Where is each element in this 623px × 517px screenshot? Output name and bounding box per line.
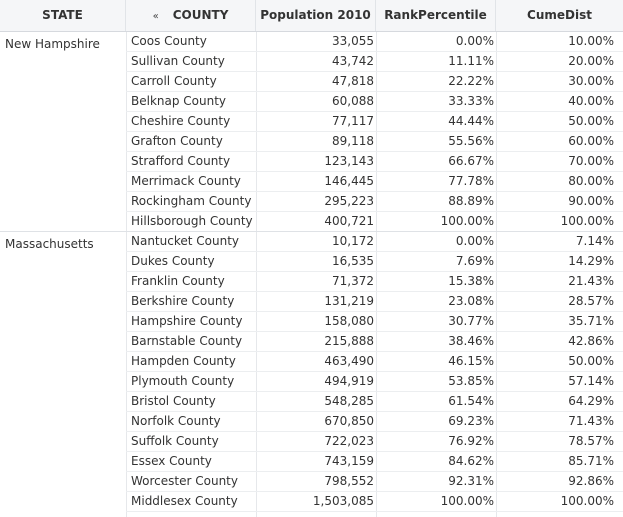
cume-dist-cell[interactable]: 50.00% — [568, 114, 614, 128]
rank-percentile-cell[interactable]: 22.22% — [448, 74, 494, 88]
population-cell[interactable]: 89,118 — [332, 134, 374, 148]
table-row[interactable] — [126, 232, 623, 252]
cume-dist-cell[interactable]: 50.00% — [568, 354, 614, 368]
rank-percentile-cell[interactable]: 100.00% — [440, 214, 494, 228]
county-cell[interactable]: Dukes County — [131, 254, 215, 268]
cume-dist-cell[interactable]: 28.57% — [568, 294, 614, 308]
table-row[interactable] — [126, 192, 623, 212]
population-cell[interactable]: 295,223 — [324, 194, 374, 208]
header-cume-dist[interactable] — [496, 0, 623, 31]
cume-dist-cell[interactable]: 71.43% — [568, 414, 614, 428]
table-row[interactable] — [126, 272, 623, 292]
rank-percentile-cell[interactable]: 0.00% — [455, 34, 494, 48]
rank-percentile-cell[interactable]: 92.31% — [448, 474, 494, 488]
header-county[interactable] — [126, 0, 256, 31]
county-cell[interactable]: Hillsborough County — [131, 214, 253, 228]
table-row[interactable] — [126, 32, 623, 52]
header-state-label: STATE — [42, 8, 83, 22]
county-cell[interactable]: Grafton County — [131, 134, 223, 148]
population-cell[interactable]: 463,490 — [324, 354, 374, 368]
table-row[interactable] — [126, 372, 623, 392]
population-cell[interactable]: 60,088 — [332, 94, 374, 108]
county-cell[interactable]: Hampshire County — [131, 314, 243, 328]
population-cell[interactable]: 548,285 — [324, 394, 374, 408]
population-cell[interactable]: 71,372 — [332, 274, 374, 288]
county-cell[interactable]: Plymouth County — [131, 374, 235, 388]
table-row[interactable] — [126, 212, 623, 232]
cume-dist-cell[interactable]: 64.29% — [568, 394, 614, 408]
population-cell[interactable]: 146,445 — [324, 174, 374, 188]
cume-dist-cell[interactable]: 100.00% — [560, 214, 614, 228]
population-cell[interactable]: 722,023 — [324, 434, 374, 448]
county-cell[interactable]: Middlesex County — [131, 494, 238, 508]
table-row[interactable] — [126, 432, 623, 452]
header-population[interactable] — [256, 0, 376, 31]
table-row[interactable] — [126, 412, 623, 432]
table-row[interactable] — [126, 152, 623, 172]
population-cell[interactable]: 77,117 — [332, 114, 374, 128]
county-cell[interactable]: Worcester County — [131, 474, 238, 488]
header-state[interactable] — [0, 0, 126, 31]
population-cell[interactable]: 123,143 — [324, 154, 374, 168]
county-cell[interactable]: Merrimack County — [131, 174, 241, 188]
population-cell[interactable]: 743,159 — [324, 454, 374, 468]
county-cell[interactable]: Coos County — [131, 34, 207, 48]
rank-percentile-cell[interactable]: 76.92% — [448, 434, 494, 448]
cume-dist-cell[interactable]: 78.57% — [568, 434, 614, 448]
rank-percentile-cell[interactable]: 30.77% — [448, 314, 494, 328]
table-row[interactable] — [126, 352, 623, 372]
population-cell[interactable]: 131,219 — [324, 294, 374, 308]
cume-dist-cell[interactable]: 40.00% — [568, 94, 614, 108]
population-cell[interactable]: 494,919 — [324, 374, 374, 388]
chevron-double-down-icon[interactable]: « — [152, 11, 159, 22]
rank-percentile-cell[interactable]: 38.46% — [448, 334, 494, 348]
cume-dist-cell[interactable]: 7.14% — [575, 234, 614, 248]
cume-dist-cell[interactable]: 90.00% — [568, 194, 614, 208]
population-cell[interactable]: 670,850 — [324, 414, 374, 428]
header-county-label: COUNTY — [172, 8, 229, 22]
table-row[interactable] — [126, 312, 623, 332]
rank-percentile-cell[interactable]: 46.15% — [448, 354, 494, 368]
cume-dist-cell[interactable]: 80.00% — [568, 174, 614, 188]
population-cell[interactable]: 1,503,085 — [312, 494, 374, 508]
county-cell[interactable]: Carroll County — [131, 74, 217, 88]
cume-dist-cell[interactable]: 92.86% — [568, 474, 614, 488]
table-row[interactable] — [126, 52, 623, 72]
cume-dist-cell[interactable]: 35.71% — [568, 314, 614, 328]
cume-dist-cell[interactable]: 42.86% — [568, 334, 614, 348]
cume-dist-cell[interactable]: 14.29% — [568, 254, 614, 268]
rank-percentile-cell[interactable]: 0.00% — [455, 234, 494, 248]
county-cell[interactable]: Nantucket County — [131, 234, 240, 248]
cume-dist-cell[interactable]: 21.43% — [568, 274, 614, 288]
rank-percentile-cell[interactable]: 84.62% — [448, 454, 494, 468]
table-row[interactable] — [126, 332, 623, 352]
population-cell[interactable]: 798,552 — [324, 474, 374, 488]
rank-percentile-cell[interactable]: 44.44% — [448, 114, 494, 128]
county-cell[interactable]: Norfolk County — [131, 414, 221, 428]
county-cell[interactable]: Sullivan County — [131, 54, 225, 68]
table-header — [0, 0, 623, 32]
state-cell[interactable]: Massachusetts — [5, 237, 94, 251]
county-cell[interactable]: Berkshire County — [131, 294, 235, 308]
cume-dist-cell[interactable]: 70.00% — [568, 154, 614, 168]
population-cell[interactable]: 47,818 — [332, 74, 374, 88]
county-cell[interactable]: Belknap County — [131, 94, 227, 108]
population-cell[interactable]: 16,535 — [332, 254, 374, 268]
county-cell[interactable]: Cheshire County — [131, 114, 231, 128]
rank-percentile-cell[interactable]: 11.11% — [448, 54, 494, 68]
population-cell[interactable]: 10,172 — [332, 234, 374, 248]
cume-dist-cell[interactable]: 57.14% — [568, 374, 614, 388]
table-row[interactable] — [126, 132, 623, 152]
cume-dist-cell[interactable]: 100.00% — [560, 494, 614, 508]
cume-dist-cell[interactable]: 10.00% — [568, 34, 614, 48]
county-cell[interactable]: Rockingham County — [131, 194, 252, 208]
rank-percentile-cell[interactable]: 53.85% — [448, 374, 494, 388]
population-cell[interactable]: 158,080 — [324, 314, 374, 328]
county-cell[interactable]: Hampden County — [131, 354, 236, 368]
cume-dist-cell[interactable]: 30.00% — [568, 74, 614, 88]
header-rank-percentile[interactable] — [376, 0, 496, 31]
rank-percentile-cell[interactable]: 55.56% — [448, 134, 494, 148]
county-cell[interactable]: Bristol County — [131, 394, 216, 408]
county-cell[interactable]: Strafford County — [131, 154, 231, 168]
rank-percentile-cell[interactable]: 69.23% — [448, 414, 494, 428]
rank-percentile-cell[interactable]: 7.69% — [455, 254, 494, 268]
population-cell[interactable]: 215,888 — [324, 334, 374, 348]
county-cell[interactable]: Suffolk County — [131, 434, 219, 448]
state-cell[interactable]: New Hampshire — [5, 37, 100, 51]
table-row[interactable] — [126, 392, 623, 412]
rank-percentile-cell[interactable]: 66.67% — [448, 154, 494, 168]
cume-dist-cell[interactable]: 85.71% — [568, 454, 614, 468]
county-cell[interactable]: Barnstable County — [131, 334, 243, 348]
header-population-label: Population 2010 — [260, 8, 371, 22]
rank-percentile-cell[interactable]: 15.38% — [448, 274, 494, 288]
header-cume-label: CumeDist — [527, 8, 592, 22]
population-cell[interactable]: 43,742 — [332, 54, 374, 68]
cume-dist-cell[interactable]: 20.00% — [568, 54, 614, 68]
table-row[interactable] — [126, 452, 623, 472]
rank-percentile-cell[interactable]: 77.78% — [448, 174, 494, 188]
table-row[interactable] — [126, 252, 623, 272]
cume-dist-cell[interactable]: 60.00% — [568, 134, 614, 148]
table-row[interactable] — [126, 112, 623, 132]
header-rank-label: RankPercentile — [384, 8, 487, 22]
county-cell[interactable]: Franklin County — [131, 274, 225, 288]
rank-percentile-cell[interactable]: 23.08% — [448, 294, 494, 308]
table-row[interactable] — [126, 72, 623, 92]
table-row[interactable] — [126, 92, 623, 112]
rank-percentile-cell[interactable]: 33.33% — [448, 94, 494, 108]
table-row[interactable] — [126, 172, 623, 192]
rank-percentile-cell[interactable]: 61.54% — [448, 394, 494, 408]
table-row[interactable] — [126, 292, 623, 312]
county-cell[interactable]: Essex County — [131, 454, 212, 468]
population-cell[interactable]: 33,055 — [332, 34, 374, 48]
table-row[interactable] — [126, 492, 623, 512]
table-row[interactable] — [126, 472, 623, 492]
rank-percentile-cell[interactable]: 88.89% — [448, 194, 494, 208]
population-cell[interactable]: 400,721 — [324, 214, 374, 228]
rank-percentile-cell[interactable]: 100.00% — [440, 494, 494, 508]
